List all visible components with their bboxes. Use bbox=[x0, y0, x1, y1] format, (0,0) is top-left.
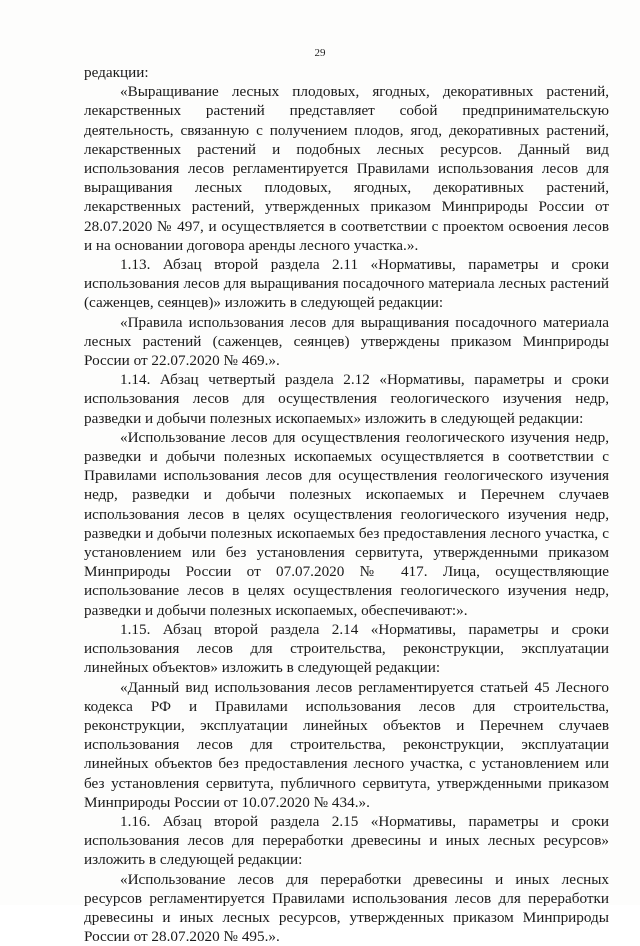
paragraph-quote-geology: «Использование лесов для осуществления геологического изучения недр, разведки и добычи полезных ископаемых осуществляется в соответствии с Правилами использования лесов для осуществления геологического изучения недр, разведки и добычи полезных ископаемых и Перечнем случаев использования лесов в целях осуществления геологического изучения недр, разведки и добычи полезных ископаемых без предоставления лесного участка, с установлением или без установления сервитута, утвержденными приказом Минприроды России от 07.07.2020 № 417. Лица, осуществляющие использование лесов в целях осуществления геологического изучения недр, разведки и добычи полезных ископаемых, обеспечивают:». bbox=[84, 428, 609, 619]
document-body bbox=[84, 63, 609, 946]
paragraph-continuation: редакции: bbox=[84, 64, 149, 81]
paragraph-item-1-15: 1.15. Абзац второй раздела 2.14 «Нормативы, параметры и сроки использования лесов для строительства, реконструкции, эксплуатации линейных объектов» изложить в следующей редакции: bbox=[84, 620, 609, 677]
paragraph-quote-cultivation: «Выращивание лесных плодовых, ягодных, декоративных растений, лекарственных растений представляет собой предпринимательскую деятельность, связанную с получением плодов, ягод, декоративных растений, лекарственных растений и подобных лесных ресурсов. Данный вид использования лесов регламентируется Правилами использования лесов для выращивания лесных плодовых, ягодных, декоративных растений, лекарственных растений, утвержденных приказом Минприроды России от 28.07.2020 № 497, и осуществляется в соответствии с проектом освоения лесов и на основании договора аренды лесного участка.». bbox=[84, 83, 609, 254]
paragraph-quote-seedlings: «Правила использования лесов для выращивания посадочного материала лесных растений (саженцев, сеянцев) утверждены приказом Минприроды России от 22.07.2020 № 469.». bbox=[84, 313, 609, 370]
paragraph-quote-linear-objects: «Данный вид использования лесов регламентируется статьей 45 Лесного кодекса РФ и Правилами использования лесов для строительства, реконструкции, эксплуатации линейных объектов и Перечнем случаев использования лесов для строительства, реконструкции, эксплуатации линейных объектов без предоставления лесного участка, с установлением или без установления сервитута, публичного сервитута, утвержденными приказом Минприроды России от 10.07.2020 № 434.». bbox=[84, 678, 609, 811]
page-number: 29 bbox=[314, 47, 326, 59]
paragraph-item-1-13: 1.13. Абзац второй раздела 2.11 «Нормативы, параметры и сроки использования лесов для выращивания посадочного материала лесных растений (саженцев, сеянцев)» изложить в следующей редакции: bbox=[84, 256, 609, 312]
paragraph-item-1-16: 1.16. Абзац второй раздела 2.15 «Нормативы, параметры и сроки использования лесов для переработки древесины и иных лесных ресурсов» изложить в следующей редакции: bbox=[84, 812, 609, 869]
paragraph-item-1-14: 1.14. Абзац четвертый раздела 2.12 «Нормативы, параметры и сроки использования лесов для осуществления геологического изучения недр, разведки и добычи полезных ископаемых» изложить в следующей редакции: bbox=[84, 371, 609, 427]
paragraph-quote-wood-processing: «Использование лесов для переработки древесины и иных лесных ресурсов регламентируется Правилами использования лесов для переработки древесины и иных лесных ресурсов, утвержденных приказом Минприроды России от 28.07.2020 № 495.». bbox=[84, 870, 609, 946]
